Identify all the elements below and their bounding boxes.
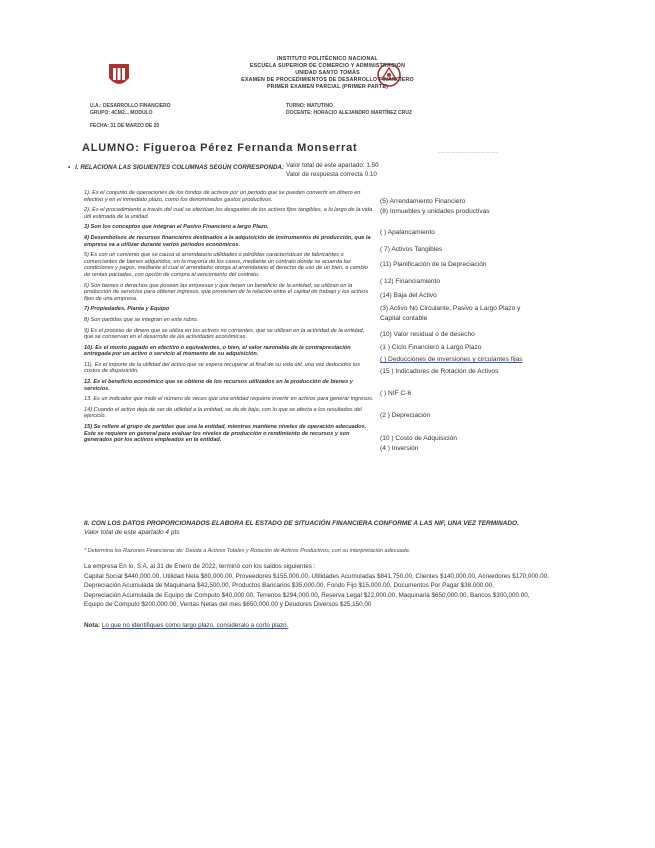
answer-4: ( 7) Activos Tangibles	[380, 246, 443, 253]
definition-14: 14) Cuando el activo deja de ser de utilidad a la entidad, se da de baja, con lo que se afecta a los resultados del ejercicio.	[84, 406, 362, 420]
footnote-text: Lo que no identifiques como largo plazo, consideralo a corto plazo.	[101, 622, 289, 629]
balances-data	[84, 562, 614, 610]
definition-3: 3) Son los conceptos que integran el Pasivo Financiero a largo Plazo.	[84, 224, 269, 231]
value-total: Valor total de este apartado: 1.50	[286, 162, 379, 169]
shift: TURNO: MATUTINO	[286, 103, 333, 109]
answer-8: (3) Activo No Circulante, Pasivo a Largo Plazo y	[380, 305, 521, 312]
student-name: ALUMNO: Figueroa Pérez Fernanda Monserrat	[82, 142, 358, 154]
answer-6: ( 12) Financiamiento	[380, 278, 441, 285]
definition-6: 6) Son bienes o derechos que poseen las empresas y que tienen un beneficio de la entidad, se utilizan en la producción de servicios para obtener ingresos, que provienen de la relación entre el capital de trabajo y los activos fijos de una empresa.	[84, 282, 369, 302]
answer-7: (14) Baja del Activo	[380, 292, 437, 299]
corner-note: ................................................	[438, 149, 499, 154]
answer-9: (10) Valor residual o de desecho	[380, 331, 475, 338]
balances-line-4: Equipo de Computo $200,000.00, Ventas Netas del mes $650,000.00 y Deudores Diversos $25,150.00	[84, 601, 372, 608]
answer-10: (1 ) Ciclo Financiero a Largo Plazo	[380, 344, 482, 351]
balances-line-3: Depreciación Acumulada de Equipo de Computo $40,000.00, Terrenos $294,000.00, Reserva Legal $22,000.00, Maquinaria $650,000.00, Bancos $300,000.00,	[84, 591, 530, 599]
definition-13: 13. Es un indicador que mide el número de veces que una entidad requiere invertir en activos para generar ingresos.	[84, 396, 374, 403]
definition-4: 4) Desembolsos de recursos financieros destinados a la adquisición de instrumentos de producción, que la empresa va a utilizar durante varios periodos económicos.	[84, 234, 371, 248]
definition-9: 9) Es el proceso de dinero que se utiliza en los activos no corrientes, que se utilizan en la actividad de la entidad, que se conservan en el desarrollo de las actividades económicas.	[84, 327, 365, 341]
definition-2: 2). Es el procedimiento a través del cual se efectúan los desgastes de los activos fijos tangibles, a lo largo de la vida útil estimada de la unidad.	[84, 207, 373, 220]
definition-5: 5) Es con un convenio que se causa al arrendatario utilidades o pérdidas características de fabricantes o comerciantes de bienes adquiridos, en la mayoría de los casos, mediante un contrato donde se acuerda las condiciones y pagos, mediante el cual el arrendador otorga al arrendatario el derecho de uso de un bien, a cambio de rentas pactadas, con opción de compra al vencimiento del contrato.	[84, 252, 368, 278]
teacher-meta	[286, 103, 412, 116]
header-line-5: PRIMER EXAMEN PARCIAL (PRIMER PARTE)	[266, 84, 389, 90]
definition-8: 8) Son partidas que se integran en este rubro.	[84, 316, 199, 323]
group-name: GRUPO: 4CM2... MODULO	[90, 109, 153, 116]
answer-16: (4 ) Inversión	[380, 445, 419, 452]
answer-12: (15 ) Indicadores de Rotación de Activos	[380, 368, 499, 375]
answer-13: ( ) NIF C-6	[380, 390, 412, 397]
footnote	[84, 622, 288, 629]
ratios-note: * Determina los Razones Financieras de: Deuda a Activos Totales y Rotación de Activos Productivos, con su interpretación adecuada.	[84, 548, 411, 554]
value-each: Valor de respuesta correcta 0.10	[286, 170, 377, 178]
header-line-2: ESCUELA SUPERIOR DE COMERCIO Y ADMINISTRACIÓN	[249, 63, 406, 69]
answer-14: (2 ) Depreciación	[380, 412, 431, 419]
bullet: •	[68, 164, 71, 171]
header-line-4: EXAMEN DE PROCEDIMIENTOS DE DESARROLLO FINANCIERO	[241, 77, 414, 83]
definition-12: 12. Es el beneficio económico que se obtiene de los recursos utilizados en la producción de bienes y servicios.	[84, 379, 353, 392]
answer-11: ( ) Deducciones de inversiones y circulantes fijas	[380, 356, 523, 363]
header-line-1: INSTITUTO POLITÉCNICO NACIONAL	[277, 56, 378, 62]
section-2-title: II. CON LOS DATOS PROPORCIONADOS ELABORA EL ESTADO DE SITUACIÓN FINANCIERA CONFORME A LAS NIF, UNA VEZ TERMINADO.	[84, 520, 519, 527]
section-1-values	[286, 162, 379, 179]
answer-2: (8) Inmuebles y unidades productivas	[380, 208, 490, 215]
course-meta	[90, 103, 171, 116]
header-line-3: UNIDAD SANTO TOMÁS	[295, 70, 360, 76]
teacher: DOCENTE: HORACIO ALEJANDRO MARTÍNEZ CRUZ	[286, 109, 412, 116]
balances-line-1: Capital Social $440,000.00, Utilidad Neta $80,000.00, Proveedores $155,000.00, Utilidades Acumuladas $841,750.00, Clientes $140,000.00, Acreedores $170,000.00,	[84, 572, 549, 580]
definition-7: 7) Propiedades, Planta y Equipo	[84, 306, 170, 313]
answer-5: (11) Planificación de la Depreciación	[380, 261, 487, 268]
section-2-subtitle: Valor total de este apartado 4 pts	[84, 528, 180, 536]
answer-3: ( ) Apalancamiento	[380, 229, 435, 236]
definition-15: 15) Se refiere al grupo de partidas que usa la entidad, mientras mantiene niveles de operación adecuados. Este se requiere en general para evaluar los niveles de producción o rendimiento de recursos y son generados por los activos empleados en la entidad.	[84, 424, 367, 444]
course-name: U.A.: DESARROLLO FINANCIERO	[90, 103, 171, 109]
definition-11: 11). Es el importe de la utilidad del activo que se espera recuperar al final de su vida útil, una vez deducidos los costos de disposición.	[84, 361, 361, 375]
answer-1: (5) Arrendamiento Financiero	[380, 198, 466, 205]
definition-1: 1). Es el conjunto de operaciones de los fondos de activos por un periodo que se pueden convertir en dinero en efectivo y en el inmediato plazo, como los denominados gastos productivos.	[84, 190, 361, 203]
definitions-column	[84, 190, 374, 448]
balances-intro: La empresa En lo, S A, al 31 de Enero de 2022, terminó con los saldos siguientes :	[84, 563, 316, 570]
section-2	[84, 520, 584, 537]
answer-15: (10 ) Costo de Adquisición	[380, 435, 457, 442]
answer-8-cont: Capital contable	[380, 315, 428, 322]
institution-header	[0, 56, 655, 91]
exam-date: FECHA: 31 DE MARZO DE 20	[90, 123, 160, 129]
section-1-title	[68, 164, 284, 171]
section-1-heading: I. RELACIONA LAS SIGUIENTES COLUMNAS SEGÚN CORRESPONDA:	[75, 164, 284, 171]
definition-10: 10). Es el monto pagado en efectivo o equivalentes, o bien, el valor razonable de la contraprestación entregada por un activo o servicio al momento de su adquisición.	[84, 344, 351, 358]
footnote-label: Nota:	[84, 622, 101, 629]
balances-line-2: Depreciación Acumulada de Maquinaria $42,500.00, Productos Bancarios $35,000.00, Fondo Fijo $15,000.00, Documentos Por Pagar $38,000.00,	[84, 582, 494, 589]
